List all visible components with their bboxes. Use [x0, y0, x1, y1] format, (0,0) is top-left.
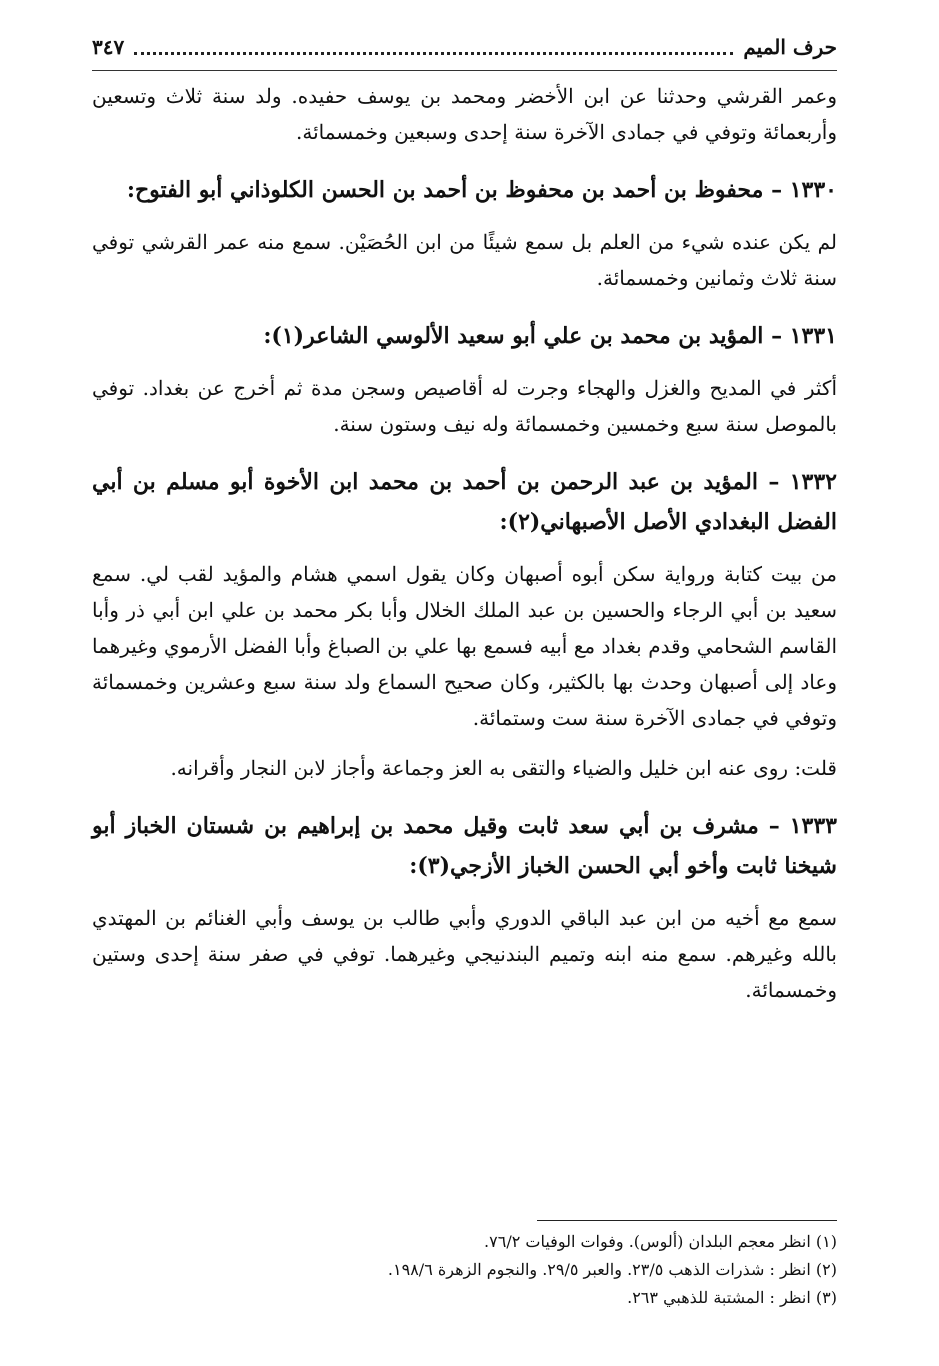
entry-text-1331: أكثر في المديح والغزل والهجاء وجرت له أقاصيص وسجن مدة ثم أخرج عن بغداد. توفي بالموصل سنة سبع وخمسين وخمسمائة وله نيف وستون سنة.	[92, 376, 837, 436]
entry-text-1330: لم يكن عنده شيء من العلم بل سمع شيئًا من ابن الحُصَيْن. سمع منه عمر القرشي توفي سنة ثلاث وثمانين وخمسمائة.	[92, 230, 837, 290]
entry-text-1332: من بيت كتابة ورواية سكن أبوه أصبهان وكان يقول اسمي هشام والمؤيد لقب لي. سمع سعيد بن أبي الرجاء والحسين بن عبد الملك الخلال وأبا بكر محمد بن علي ابن أبي ذر وأبا القاسم الشحامي وقدم بغداد مع أبيه فسمع بها علي بن الصباغ وأبا الفضل الأرموي وغيرهما وعاد إلى أصبهان وحدث بها بالكثير، وكان صحيح السماع ولد سنة سبع وعشرين وخمسمائة وتوفي في جمادى الآخرة سنة ست وستمائة.	[92, 562, 837, 730]
page-body	[92, 78, 837, 1008]
entry-heading-1333: ١٣٣٣ – مشرف بن أبي سعد ثابت وقيل محمد بن إبراهيم بن شستان الخباز أبو شيخنا ثابت وأخو أبي الحسن الخباز الأزجي(٣):	[92, 813, 837, 879]
footnote-rule	[537, 1220, 837, 1221]
footnote-2: (٢) انظر : شذرات الذهب ٢٣/٥. والعبر ٢٩/٥. والنجوم الزهرة ١٩٨/٦.	[387, 1260, 837, 1279]
entry-heading-1332: ١٣٣٢ – المؤيد بن عبد الرحمن بن أحمد بن محمد ابن الأخوة أبو مسلم بن أبي الفضل البغدادي الأصل الأصبهاني(٢):	[92, 469, 837, 535]
header-rule	[92, 70, 837, 71]
footnote-3: (٣) انظر : المشتبة للذهبي ٢٦٣.	[627, 1288, 837, 1307]
paragraph-continuation: وعمر القرشي وحدثنا عن ابن الأخضر ومحمد بن يوسف حفيده. ولد سنة ثلاث وتسعين وأربعمائة وتوفي في جمادى الآخرة سنة إحدى وسبعين وخمسمائة.	[92, 84, 837, 144]
header-dot-leader	[134, 52, 733, 55]
footnote-1: (١) انظر معجم البلدان (ألوس). وفوات الوفيات ٧٦/٢.	[484, 1232, 837, 1251]
header-title: حرف الميم	[743, 35, 837, 59]
entry-heading-1330: ١٣٣٠ – محفوظ بن أحمد بن محفوظ بن أحمد بن الحسن الكلوذاني أبو الفتوح:	[126, 177, 837, 203]
entry-note-1332: قلت: روى عنه ابن خليل والضياء والتقى به العز وجماعة وأجاز لابن النجار وأقرانه.	[170, 756, 837, 780]
page-number: ٣٤٧	[92, 35, 125, 59]
running-header	[92, 30, 837, 64]
entry-heading-1331: ١٣٣١ – المؤيد بن محمد بن علي أبو سعيد الألوسي الشاعر(١):	[263, 323, 837, 349]
footnotes	[92, 1228, 837, 1312]
entry-text-1333: سمع مع أخيه من ابن عبد الباقي الدوري وأبي طالب بن يوسف وأبي الغنائم بن المهتدي بالله وغيرهم. سمع منه ابنه وتميم البندنيجي وغيرهما. توفي في صفر سنة إحدى وستين وخمسمائة.	[92, 906, 837, 1002]
